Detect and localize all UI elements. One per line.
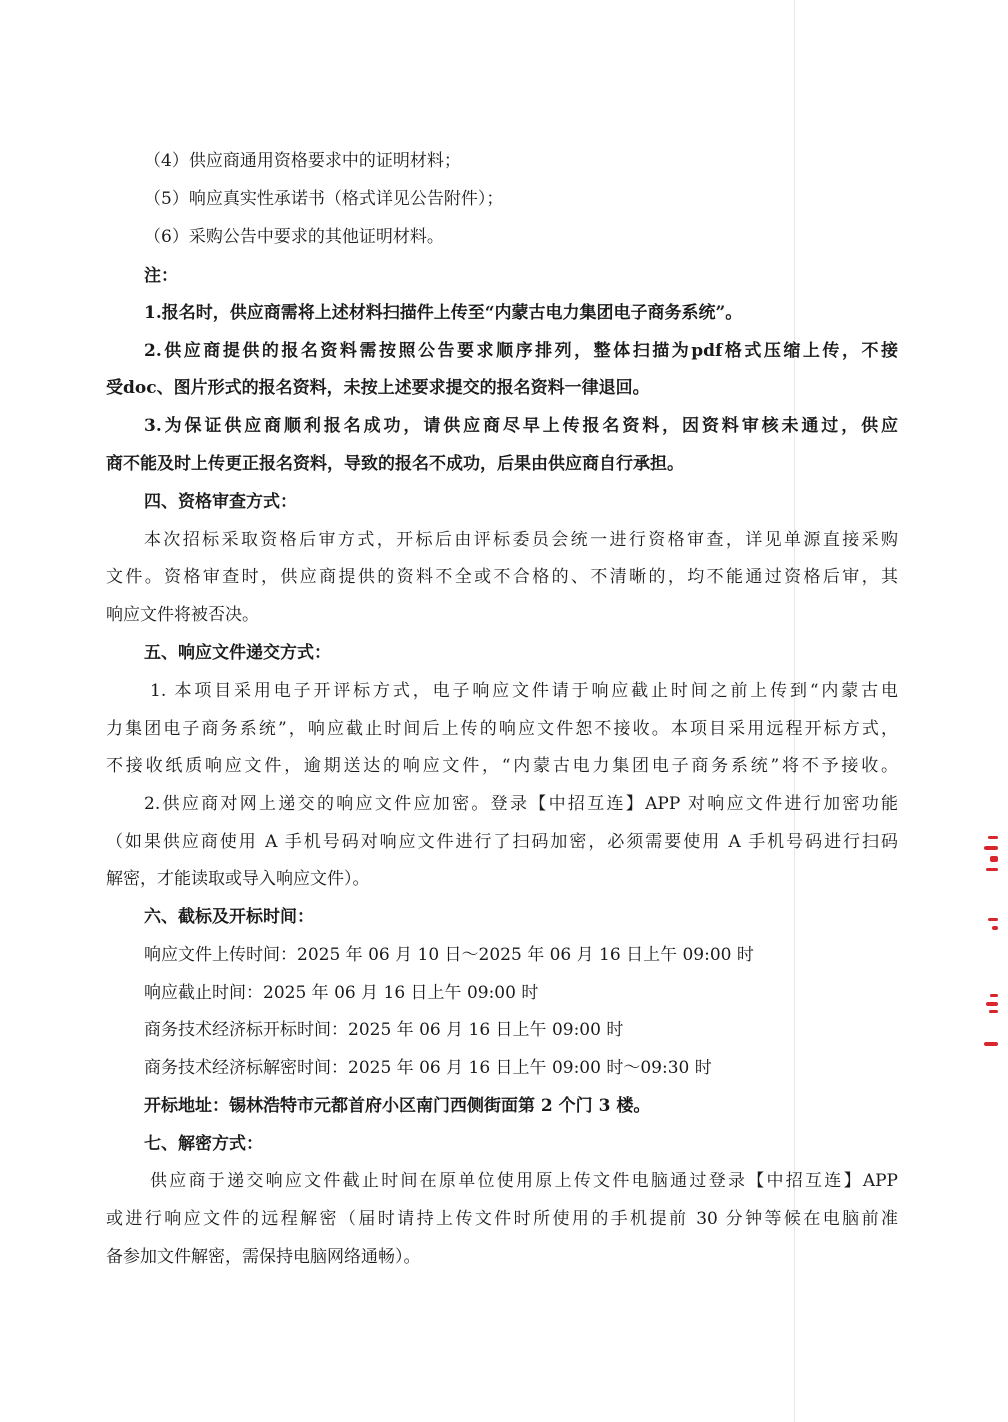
- paragraph-line: 1. 本项目采用电子开评标方式，电子响应文件请于响应截止时间之前上传到“内蒙古电: [150, 681, 898, 701]
- paragraph-line: 商务技术经济标解密时间：2025 年 06 月 16 日上午 09:00 时～09:30 时: [144, 1058, 712, 1078]
- heading-line: 六、截标及开标时间：: [144, 907, 314, 927]
- paragraph-line: 力集团电子商务系统”，响应截止时间后上传的响应文件恕不接收。本项目采用远程开标方式，: [106, 719, 898, 739]
- heading-line: 2.供应商提供的报名资料需按照公告要求顺序排列，整体扫描为pdf格式压缩上传，不接: [144, 341, 898, 361]
- paragraph-line: 备参加文件解密，需保持电脑网络通畅）。: [106, 1247, 421, 1267]
- heading-line: 七、解密方式：: [144, 1134, 263, 1154]
- paragraph-line: （5）响应真实性承诺书（格式详见公告附件）；: [144, 189, 504, 209]
- paragraph-line: 不接收纸质响应文件，逾期送达的响应文件，“内蒙古电力集团电子商务系统”将不予接收。: [106, 756, 898, 776]
- paragraph-line: 响应文件上传时间：2025 年 06 月 10 日～2025 年 06 月 16 日上午 09:00 时: [144, 945, 754, 965]
- heading-line: 四、资格审查方式：: [144, 492, 297, 512]
- heading-line: 五、响应文件递交方式：: [144, 643, 331, 663]
- paragraph-line: （4）供应商通用资格要求中的证明材料；: [144, 151, 461, 171]
- paragraph-line: 本次招标采取资格后审方式，开标后由评标委员会统一进行资格审查，详见单源直接采购: [144, 530, 898, 550]
- heading-line: 注：: [144, 266, 178, 286]
- heading-line: 开标地址：锡林浩特市元都首府小区南门西侧街面第 2 个门 3 楼。: [144, 1096, 651, 1116]
- paragraph-line: （6）采购公告中要求的其他证明材料。: [144, 227, 444, 247]
- paragraph-line: （如果供应商使用 A 手机号码对响应文件进行了扫码加密，必须需要使用 A 手机号码进行扫码: [106, 832, 898, 852]
- heading-line: 商不能及时上传更正报名资料，导致的报名不成功，后果由供应商自行承担。: [106, 454, 684, 474]
- heading-line: 1.报名时，供应商需将上述材料扫描件上传至“内蒙古电力集团电子商务系统”。: [144, 303, 743, 323]
- paragraph-line: 供应商于递交响应文件截止时间在原单位使用原上传文件电脑通过登录【中招互连】APP: [150, 1171, 898, 1191]
- paragraph-line: 响应截止时间：2025 年 06 月 16 日上午 09:00 时: [144, 983, 539, 1003]
- paragraph-line: 响应文件将被否决。: [106, 605, 259, 625]
- heading-line: 受doc、图片形式的报名资料，未按上述要求提交的报名资料一律退回。: [106, 378, 650, 398]
- paragraph-line: 2.供应商对网上递交的响应文件应加密。登录【中招互连】APP 对响应文件进行加密功能: [144, 794, 898, 814]
- heading-line: 3.为保证供应商顺利报名成功，请供应商尽早上传报名资料，因资料审核未通过，供应: [144, 416, 898, 436]
- paragraph-line: 文件。资格审查时，供应商提供的资料不全或不合格的、不清晰的，均不能通过资格后审，其: [106, 567, 898, 587]
- paragraph-line: 解密，才能读取或导入响应文件）。: [106, 869, 370, 889]
- paragraph-line: 或进行响应文件的远程解密（届时请持上传文件时所使用的手机提前 30 分钟等候在电脑前准: [106, 1209, 898, 1229]
- paragraph-line: 商务技术经济标开标时间：2025 年 06 月 16 日上午 09:00 时: [144, 1020, 624, 1040]
